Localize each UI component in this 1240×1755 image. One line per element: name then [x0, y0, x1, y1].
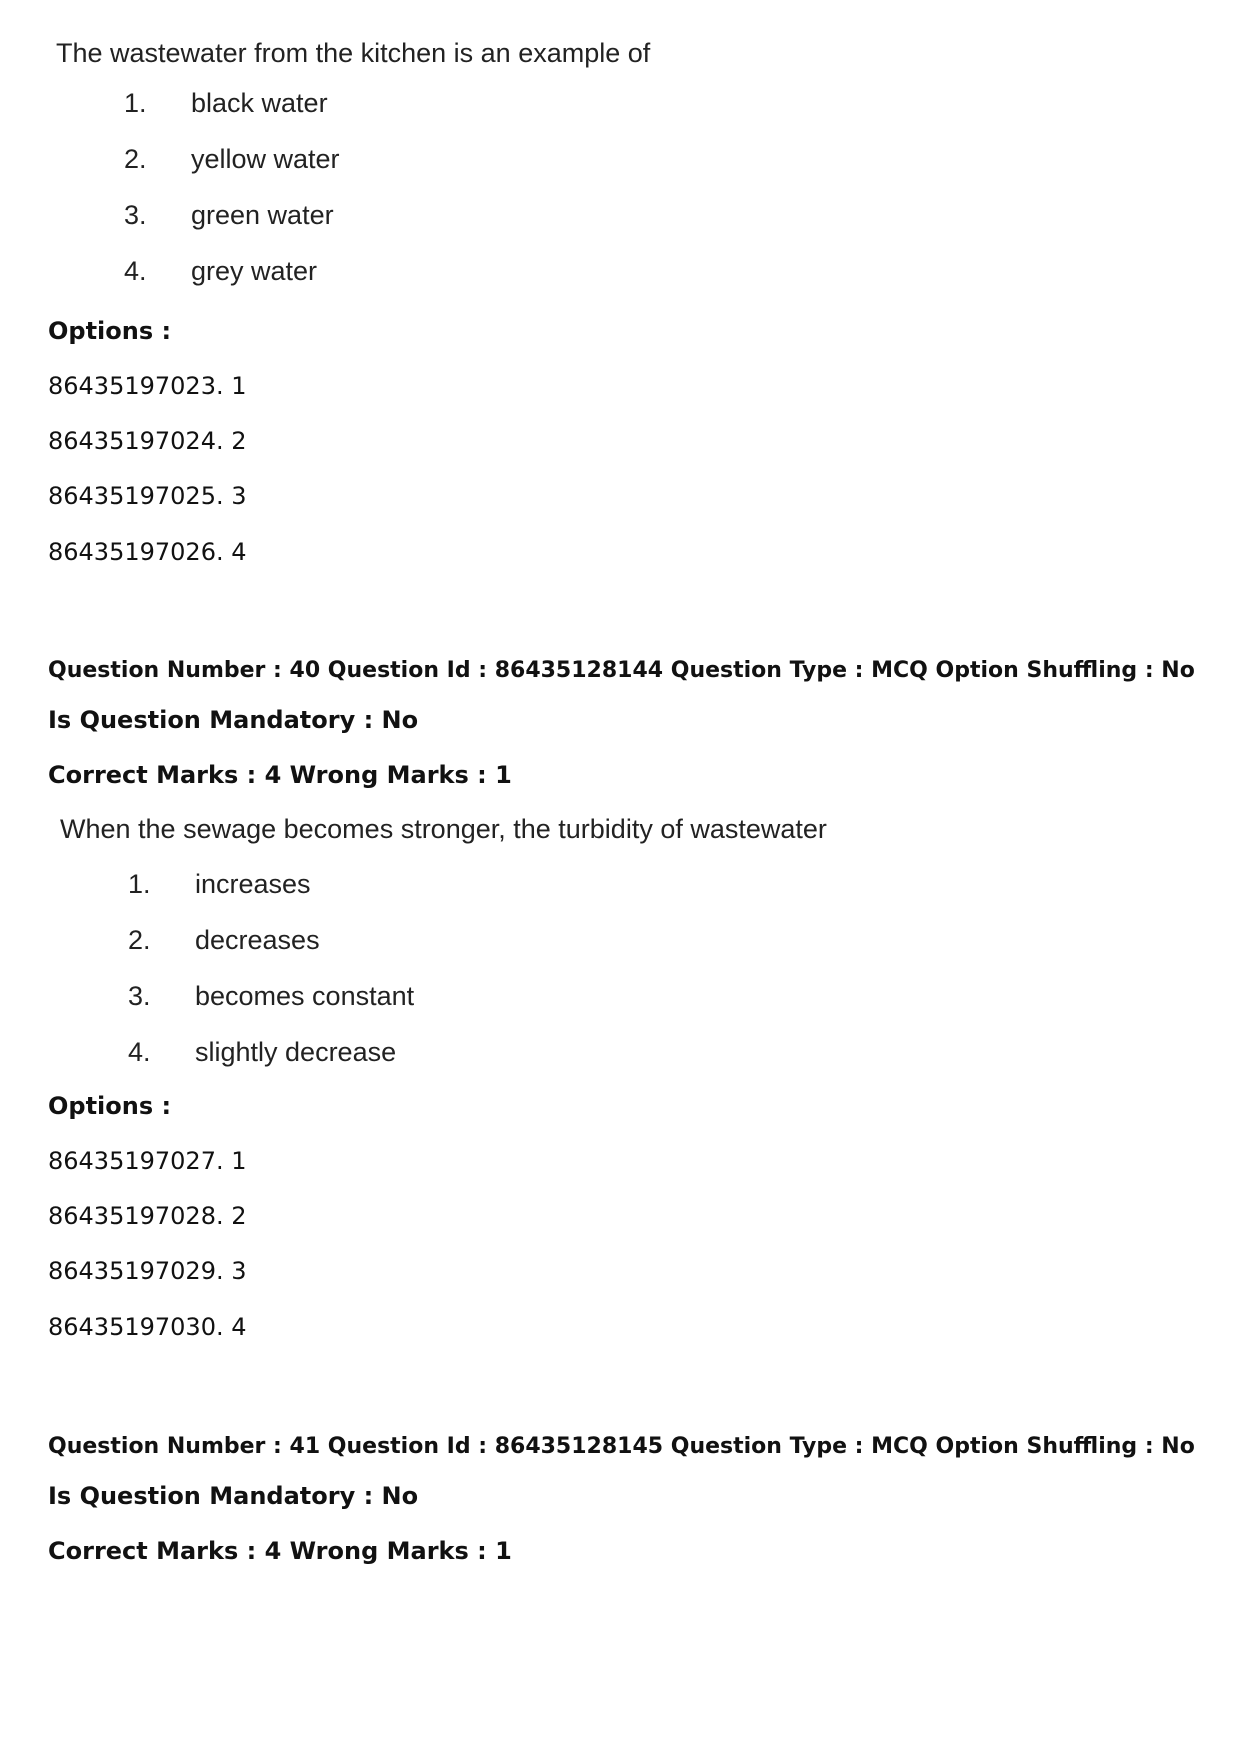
choice-text: becomes constant [195, 981, 415, 1011]
choice-text: green water [191, 200, 334, 230]
choice-item [48, 979, 827, 1035]
choice-text: yellow water [191, 144, 340, 174]
choice-text: grey water [191, 256, 318, 286]
choice-text: black water [191, 88, 328, 118]
question-marks: Correct Marks : 4 Wrong Marks : 1 [48, 1537, 512, 1565]
options-heading: Options : [48, 317, 172, 345]
options-heading: Options : [48, 1092, 172, 1120]
choice-item [48, 1035, 827, 1091]
choice-text: decreases [195, 925, 320, 955]
option-item: 86435197026. 4 [48, 538, 247, 566]
choice-item [48, 867, 827, 923]
option-item: 86435197030. 4 [48, 1313, 247, 1341]
choice-number: 1. [128, 869, 151, 899]
choice-item [48, 198, 650, 254]
question-mandatory: Is Question Mandatory : No [48, 706, 419, 734]
option-item: 86435197025. 3 [48, 482, 247, 510]
choice-item [48, 86, 650, 142]
question-header: Question Number : 41 Question Id : 86435128145 Question Type : MCQ Option Shuffling : No [48, 1434, 1195, 1459]
question-marks: Correct Marks : 4 Wrong Marks : 1 [48, 761, 512, 789]
choice-number: 3. [128, 981, 151, 1011]
question-image-q40 [48, 812, 827, 1091]
choice-number: 2. [124, 144, 147, 174]
question-stem: When the sewage becomes stronger, the turbidity of wastewater [60, 814, 827, 844]
option-item: 86435197024. 2 [48, 427, 247, 455]
option-item: 86435197028. 2 [48, 1202, 247, 1230]
choice-item [48, 254, 650, 310]
choice-number: 4. [124, 256, 147, 286]
option-item: 86435197029. 3 [48, 1257, 247, 1285]
choice-text: increases [195, 869, 311, 899]
choice-number: 4. [128, 1037, 151, 1067]
choice-number: 1. [124, 88, 147, 118]
question-mandatory: Is Question Mandatory : No [48, 1482, 419, 1510]
choice-number: 2. [128, 925, 151, 955]
option-item: 86435197027. 1 [48, 1147, 247, 1175]
choice-item [48, 142, 650, 198]
question-image-q39 [48, 36, 650, 310]
question-header: Question Number : 40 Question Id : 86435128144 Question Type : MCQ Option Shuffling : No [48, 658, 1195, 683]
choice-text: slightly decrease [195, 1037, 397, 1067]
option-item: 86435197023. 1 [48, 372, 247, 400]
choice-number: 3. [124, 200, 147, 230]
question-stem: The wastewater from the kitchen is an example of [56, 38, 651, 68]
choice-item [48, 923, 827, 979]
